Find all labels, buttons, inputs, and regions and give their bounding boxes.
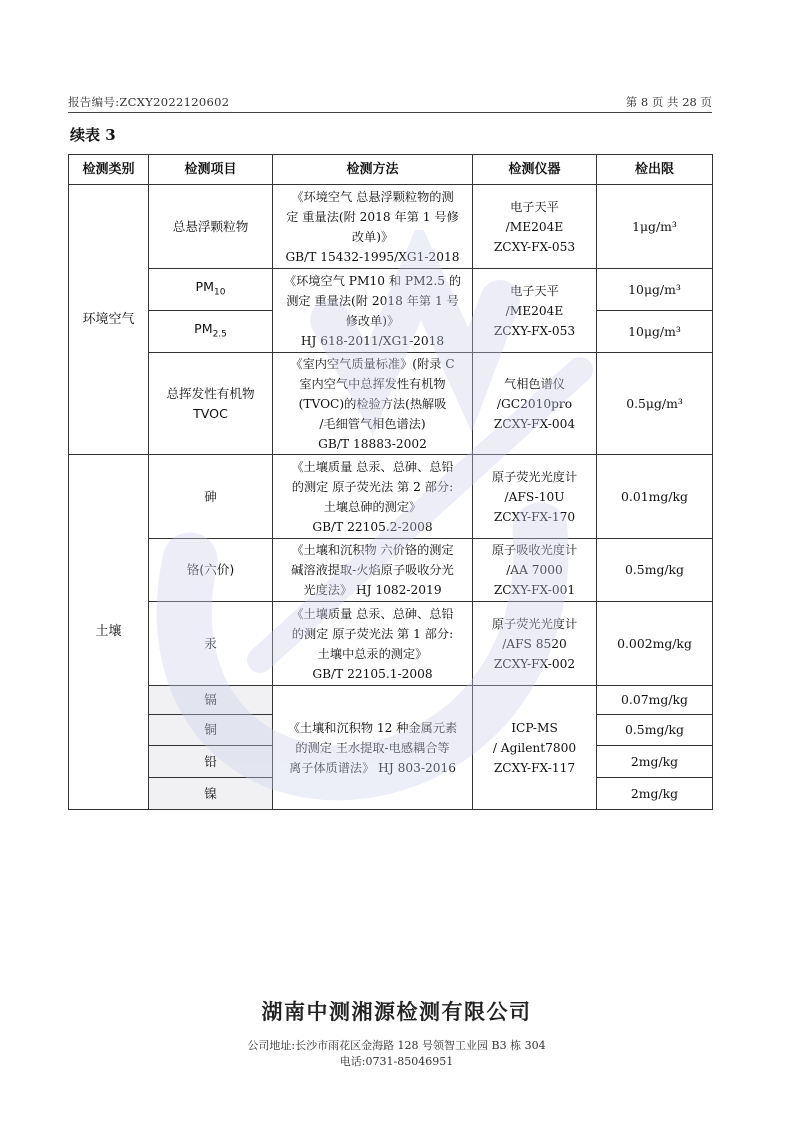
header-method: 检测方法 <box>273 155 473 185</box>
limit-pm10: 10μg/m³ <box>597 269 713 311</box>
header-category: 检测类别 <box>69 155 149 185</box>
method-metals: 《土壤和沉积物 12 种金属元素 的测定 王水提取-电感耦合等 离子体质谱法》 HJ 803-2016 <box>273 686 473 810</box>
footer-company-name: 湖南中测湘源检测有限公司 <box>261 1000 532 1024</box>
limit-chromium: 0.5mg/kg <box>597 539 713 602</box>
limit-nickel: 2mg/kg <box>597 778 713 810</box>
limit-tvoc: 0.5μg/m³ <box>597 353 713 455</box>
method-mercury: 《土壤质量 总汞、总砷、总铅 的测定 原子荧光法 第 1 部分: 土壤中总汞的测定》 GB/T 22105.1-2008 <box>273 602 473 686</box>
detection-table <box>68 154 713 810</box>
limit-lead: 2mg/kg <box>597 746 713 778</box>
category-soil: 土壤 <box>69 455 149 810</box>
instrument-pm: 电子天平 /ME204E ZCXY-FX-053 <box>473 269 597 353</box>
method-pm: 《环境空气 PM10 和 PM2.5 的 测定 重量法(附 2018 年第 1 号 修改单)》 HJ 618-2011/XG1-2018 <box>273 269 473 353</box>
method-tvoc: 《室内空气质量标准》(附录 C 室内空气中总挥发性有机物 (TVOC)的检验方法(热解吸 /毛细管气相色谱法) GB/T 18883-2002 <box>273 353 473 455</box>
table-row <box>69 185 713 269</box>
item-tvoc: 总挥发性有机物 TVOC <box>149 353 273 455</box>
limit-cadmium: 0.07mg/kg <box>597 686 713 715</box>
header-item: 检测项目 <box>149 155 273 185</box>
item-copper: 铜 <box>149 715 273 746</box>
report-number: 报告编号:ZCXY2022120602 <box>68 95 230 109</box>
item-lead: 铅 <box>149 746 273 778</box>
limit-tsp: 1μg/m³ <box>597 185 713 269</box>
header-divider <box>68 112 712 113</box>
instrument-tvoc: 气相色谱仪 /GC2010pro ZCXY-FX-004 <box>473 353 597 455</box>
page-info: 第 8 页 共 28 页 <box>625 95 712 109</box>
category-ambient-air: 环境空气 <box>69 185 149 455</box>
instrument-arsenic: 原子荧光光度计 /AFS-10U ZCXY-FX-170 <box>473 455 597 539</box>
instrument-metals: ICP-MS / Agilent7800 ZCXY-FX-117 <box>473 686 597 810</box>
limit-pm25: 10μg/m³ <box>597 311 713 353</box>
table-row <box>69 602 713 686</box>
table-row <box>69 539 713 602</box>
footer-address: 公司地址:长沙市雨花区金海路 128 号领智工业园 B3 栋 304 <box>247 1039 546 1052</box>
instrument-chromium: 原子吸收光度计 /AA 7000 ZCXY-FX-001 <box>473 539 597 602</box>
item-arsenic: 砷 <box>149 455 273 539</box>
limit-copper: 0.5mg/kg <box>597 715 713 746</box>
limit-mercury: 0.002mg/kg <box>597 602 713 686</box>
table-row <box>69 269 713 311</box>
item-tsp: 总悬浮颗粒物 <box>149 185 273 269</box>
limit-arsenic: 0.01mg/kg <box>597 455 713 539</box>
instrument-mercury: 原子荧光光度计 /AFS 8520 ZCXY-FX-002 <box>473 602 597 686</box>
item-pm10: $PM_{10}$ <box>149 269 273 311</box>
item-pm25: $PM_{2.5}$ <box>149 311 273 353</box>
item-mercury: 汞 <box>149 602 273 686</box>
method-chromium: 《土壤和沉积物 六价铬的测定 碱溶液提取-火焰原子吸收分光 光度法》 HJ 1082-2019 <box>273 539 473 602</box>
table-header-row <box>69 155 713 185</box>
table-row <box>69 353 713 455</box>
table-title: 续表 3 <box>70 126 116 144</box>
header-limit: 检出限 <box>597 155 713 185</box>
instrument-tsp: 电子天平 /ME204E ZCXY-FX-053 <box>473 185 597 269</box>
page-header <box>68 92 712 112</box>
footer-phone: 电话:0731-85046951 <box>339 1055 454 1068</box>
item-cadmium: 镉 <box>149 686 273 715</box>
method-arsenic: 《土壤质量 总汞、总砷、总铅 的测定 原子荧光法 第 2 部分: 土壤总砷的测定》 GB/T 22105.2-2008 <box>273 455 473 539</box>
table-row <box>69 686 713 715</box>
item-chromium: 铬(六价) <box>149 539 273 602</box>
item-nickel: 镍 <box>149 778 273 810</box>
header-instrument: 检测仪器 <box>473 155 597 185</box>
table-row <box>69 455 713 539</box>
method-tsp: 《环境空气 总悬浮颗粒物的测 定 重量法(附 2018 年第 1 号修 改单)》 GB/T 15432-1995/XG1-2018 <box>273 185 473 269</box>
